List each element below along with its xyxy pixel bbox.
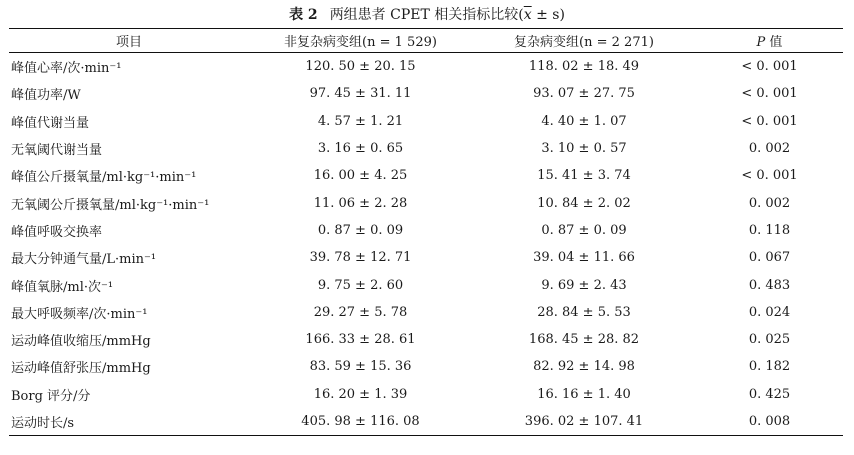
row-group2-value: 93. 07 ± 27. 75 <box>533 86 635 102</box>
row-group1-value: 16. 00 ± 4. 25 <box>313 168 408 184</box>
header-p-value <box>696 29 843 53</box>
row-group1-value: 120. 50 ± 20. 15 <box>305 59 416 75</box>
row-group2-value: 168. 45 ± 28. 82 <box>528 332 640 348</box>
row-group2-value: 118. 02 ± 18. 49 <box>528 59 640 75</box>
table-title-suffix: ± s) <box>531 7 565 23</box>
table-caption <box>0 6 854 24</box>
table-row <box>9 408 843 436</box>
row-item-label: 峰值呼吸交换率 <box>11 224 103 240</box>
row-group2-value: 10. 84 ± 2. 02 <box>537 195 631 211</box>
row-item-label: 峰值功率/W <box>11 88 81 104</box>
row-group1-value: 0. 87 ± 0. 09 <box>317 222 404 238</box>
table-row <box>9 271 843 298</box>
table-row <box>9 108 843 135</box>
table-row <box>9 244 843 271</box>
table-row <box>9 217 843 244</box>
row-p-value: 0. 002 <box>748 195 791 211</box>
header-item: 项目 <box>115 35 142 50</box>
table-row <box>9 80 843 107</box>
row-p-value: 0. 002 <box>748 141 791 157</box>
row-p-value: < 0. 001 <box>741 59 798 75</box>
row-p-value: 0. 008 <box>748 414 791 429</box>
row-group1-value: 3. 16 ± 0. 65 <box>317 141 404 157</box>
table-row <box>9 299 843 326</box>
row-p-value: 0. 067 <box>748 250 791 266</box>
table-row <box>9 353 843 380</box>
row-group1-value: 16. 20 ± 1. 39 <box>313 386 408 402</box>
row-item-label: 运动峰值收缩压/mmHg <box>11 334 151 350</box>
row-group1-value: 39. 78 ± 12. 71 <box>309 250 412 266</box>
row-group1-value: 11. 06 ± 2. 28 <box>313 195 408 211</box>
header-group2: 复杂病变组(n = 2 271) <box>514 35 654 50</box>
row-p-value: 0. 425 <box>748 386 791 402</box>
row-group1-value: 83. 59 ± 15. 36 <box>309 359 412 375</box>
row-group2-value: 3. 10 ± 0. 57 <box>541 141 627 157</box>
row-p-value: 0. 118 <box>748 222 791 238</box>
row-item-label: 峰值氧脉/ml·次⁻¹ <box>11 279 114 295</box>
row-item-label: 运动峰值舒张压/mmHg <box>11 361 151 377</box>
row-group1-value: 405. 98 ± 116. 08 <box>301 414 420 429</box>
row-p-value: < 0. 001 <box>741 86 798 102</box>
row-p-value: 0. 025 <box>748 332 791 348</box>
row-group2-value: 82. 92 ± 14. 98 <box>533 359 635 375</box>
row-item-label: 无氧阈公斤摄氧量/ml·kg⁻¹·min⁻¹ <box>11 197 210 213</box>
row-group2-value: 28. 84 ± 5. 53 <box>537 304 631 320</box>
mean-symbol: $\overline{x}$ <box>523 7 532 23</box>
row-p-value: 0. 483 <box>748 277 791 293</box>
table-row <box>9 135 843 162</box>
table-row <box>9 162 843 189</box>
row-p-value: < 0. 001 <box>741 113 798 129</box>
row-group2-value: 4. 40 ± 1. 07 <box>541 113 627 129</box>
row-group1-value: 9. 75 ± 2. 60 <box>317 277 404 293</box>
table-title-prefix: 两组患者 CPET 相关指标比较( <box>329 7 524 23</box>
header-group1: 非复杂病变组(n = 1 529) <box>284 35 437 50</box>
row-p-value: 0. 182 <box>748 359 791 375</box>
row-group1-value: 97. 45 ± 31. 11 <box>309 86 412 102</box>
table-row <box>9 381 843 408</box>
row-group2-value: 0. 87 ± 0. 09 <box>541 222 627 238</box>
row-group2-value: 39. 04 ± 11. 66 <box>533 250 635 266</box>
row-p-value: 0. 024 <box>748 304 791 320</box>
row-group1-value: 166. 33 ± 28. 61 <box>305 332 416 348</box>
row-group1-value: 4. 57 ± 1. 21 <box>317 113 404 129</box>
row-group2-value: 9. 69 ± 2. 43 <box>541 277 627 293</box>
row-item-label: 峰值代谢当量 <box>11 115 90 131</box>
row-group2-value: 16. 16 ± 1. 40 <box>537 386 631 402</box>
row-item-label: 运动时长/s <box>11 416 75 431</box>
table-row <box>9 326 843 353</box>
row-group2-value: 15. 41 ± 3. 74 <box>537 168 631 184</box>
header-p-letter: P <box>756 35 766 50</box>
row-item-label: Borg 评分/分 <box>11 388 91 404</box>
row-item-label: 峰值心率/次·min⁻¹ <box>11 61 122 77</box>
table-number: 表 2 <box>289 7 318 23</box>
comparison-table <box>9 28 843 436</box>
table-header-row <box>9 29 843 53</box>
row-group2-value: 396. 02 ± 107. 41 <box>524 414 644 429</box>
table-row <box>9 189 843 216</box>
row-item-label: 最大分钟通气量/L·min⁻¹ <box>11 252 157 268</box>
row-p-value: < 0. 001 <box>741 168 798 184</box>
table-row <box>9 53 843 81</box>
row-item-label: 最大呼吸频率/次·min⁻¹ <box>11 306 148 322</box>
header-p-suffix: 值 <box>765 35 783 50</box>
row-item-label: 无氧阈代谢当量 <box>11 143 103 159</box>
row-group1-value: 29. 27 ± 5. 78 <box>313 304 408 320</box>
row-item-label: 峰值公斤摄氧量/ml·kg⁻¹·min⁻¹ <box>11 170 197 186</box>
